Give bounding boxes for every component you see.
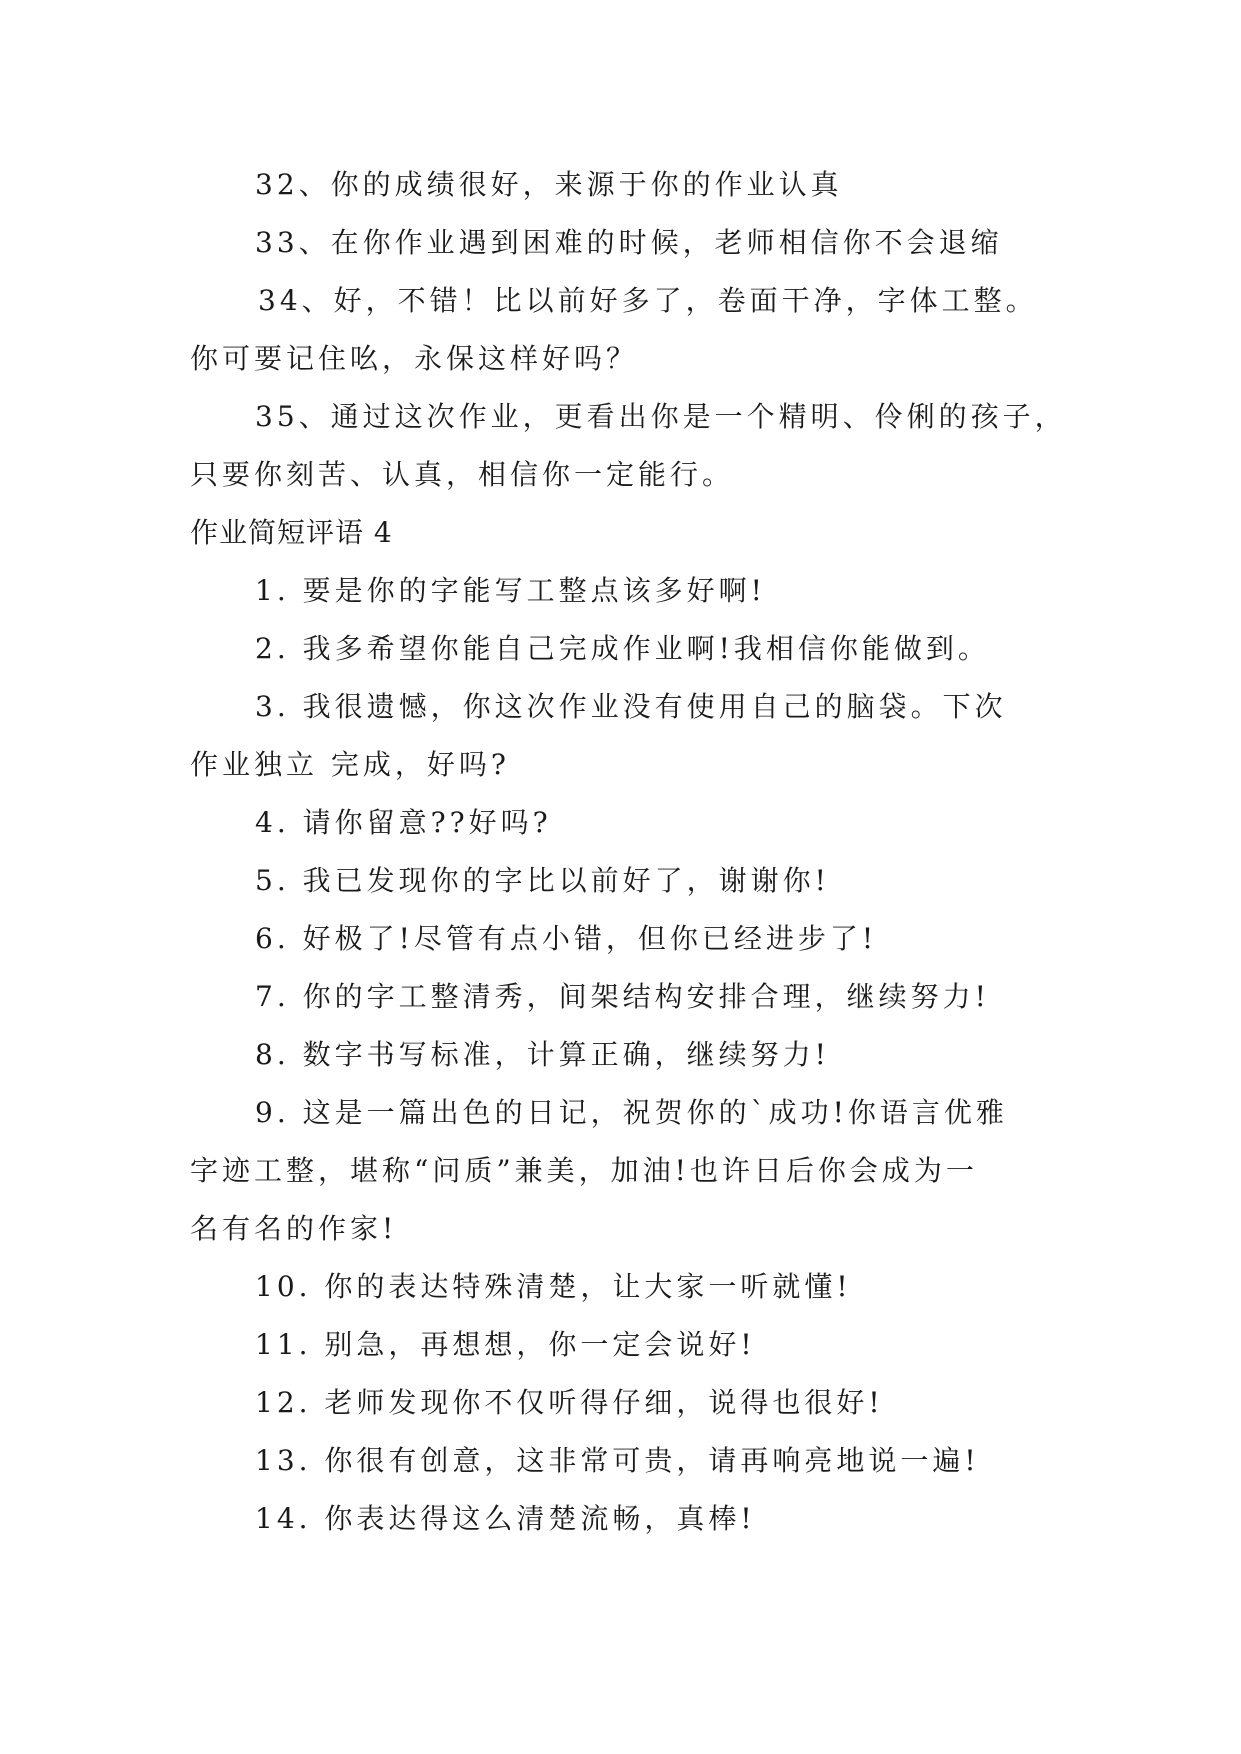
list-item: 3. 我很遗憾，你这次作业没有使用自己的脑袋。下次: [255, 690, 1007, 723]
list-item: 1. 要是你的字能写工整点该多好啊!: [255, 574, 766, 607]
list-item: 13. 你很有创意，这非常可贵，请再响亮地说一遍!: [255, 1444, 980, 1477]
paragraph-line: 只要你刻苦、认真，相信你一定能行。: [190, 458, 735, 491]
list-item-continuation: 字迹工整，堪称“问质”兼美，加油!也许日后你会成为一: [190, 1154, 978, 1187]
paragraph-line: 33、在你作业遇到困难的时候，老师相信你不会退缩: [255, 226, 1003, 259]
list-item: 12. 老师发现你不仅听得仔细，说得也很好!: [255, 1386, 884, 1419]
paragraph-line: 34、好，不错！比以前好多了，卷面干净，字体工整。: [258, 284, 1038, 317]
list-item: 6. 好极了!尽管有点小错，但你已经进步了!: [255, 922, 878, 955]
list-item-continuation: 作业独立 完成，好吗?: [190, 748, 510, 781]
list-item: 10. 你的表达特殊清楚，让大家一听就懂!: [255, 1270, 852, 1303]
list-item: 8. 数字书写标准，计算正确，继续努力!: [255, 1038, 830, 1071]
paragraph-line: 35、通过这次作业，更看出你是一个精明、伶俐的孩子，: [255, 400, 1067, 433]
list-item: 5. 我已发现你的字比以前好了，谢谢你!: [255, 864, 830, 897]
list-item: 2. 我多希望你能自己完成作业啊!我相信你能做到。: [255, 632, 990, 665]
list-item: 7. 你的字工整清秀，间架结构安排合理，继续努力!: [255, 980, 990, 1013]
list-item: 14. 你表达得这么清楚流畅，真棒!: [255, 1502, 756, 1535]
list-item: 11. 别急，再想想，你一定会说好!: [255, 1328, 756, 1361]
paragraph-line: 32、你的成绩很好，来源于你的作业认真: [255, 168, 843, 201]
list-item: 9. 这是一篇出色的日记，祝贺你的`成功!你语言优雅: [255, 1096, 1008, 1129]
section-heading: 作业简短评语 4: [190, 516, 393, 549]
list-item-continuation: 名有名的作家!: [190, 1212, 398, 1245]
list-item: 4. 请你留意??好吗?: [255, 806, 552, 839]
paragraph-line: 你可要记住吆，永保这样好吗？: [190, 342, 639, 375]
